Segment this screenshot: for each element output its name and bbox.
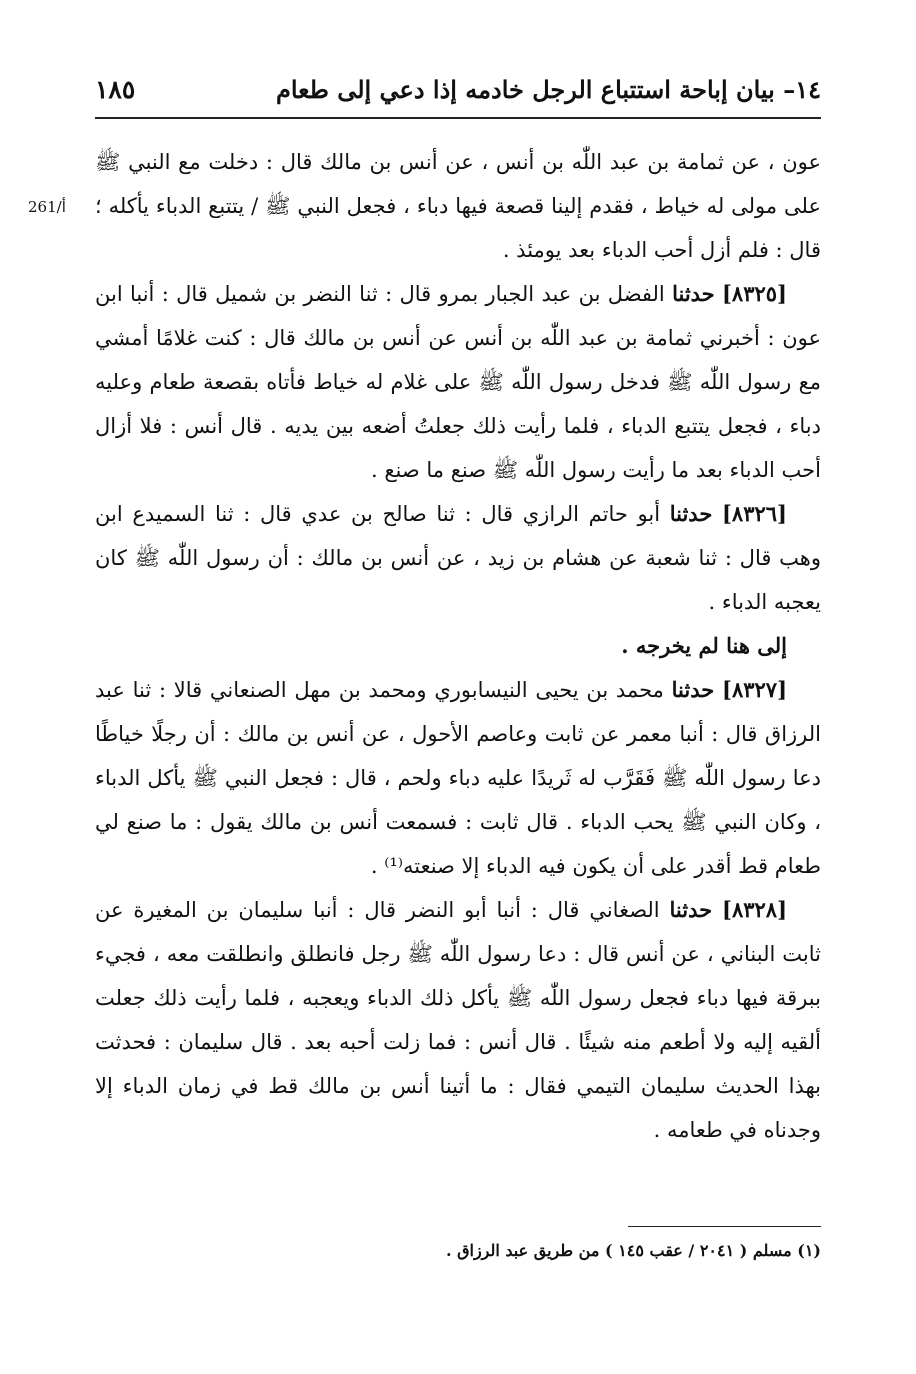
editorial-note xyxy=(95,624,821,668)
hadith-8328 xyxy=(95,888,821,1152)
hadith-text: الفضل بن عبد الجبار بمرو قال : ثنا النضر بن شميل قال : أنبا ابن عون : أخبرني ثمامة بن عبد اللّٰه بن أنس عن أنس بن مالك قال : كنت غلامًا أمشي مع رسول اللّٰه ﷺ فدخل رسول اللّٰه ﷺ على غلام له خياط فأتاه بقصعة طعام وعليه دباء ، فجعل يتتبع الدباء ، فلما رأيت ذلك جعلتُ أضعه بين يديه . قال أنس : فلا أزال أحب الدباء بعد ما رأيت رسول اللّٰه ﷺ صنع ما صنع . xyxy=(95,282,821,482)
hadith-lead: حدثنا xyxy=(669,501,713,526)
hadith-8326 xyxy=(95,492,821,624)
header-rule xyxy=(95,117,821,119)
hadith-number: [٨٣٢٦] xyxy=(721,501,787,526)
hadith-lead: حدثنا xyxy=(671,677,715,702)
hadith-text: الصغاني قال : أنبا أبو النضر قال : أنبا سليمان بن المغيرة عن ثابت البناني ، عن أنس قال : دعا رسول اللّٰه ﷺ رجل فانطلق وانطلقت معه ، فجيء ببرقة فيها دباء فجعل رسول اللّٰه ﷺ يأكل ذلك الدباء ويعجبه ، فلما رأيت ذلك جعلت ألقيه إليه ولا أطعم منه شيئًا . قال أنس : فما زلت أحبه بعد . قال سليمان : فحدثت بهذا الحديث سليمان التيمي فقال : ما أتينا أنس بن مالك قط في زمان الدباء إلا وجدناه في طعامه . xyxy=(95,898,821,1142)
hadith-text: أبو حاتم الرازي قال : ثنا صالح بن عدي قال : ثنا السميدع ابن وهب قال : ثنا شعبة عن هشام بن زيد ، عن أنس بن مالك : أن رسول اللّٰه ﷺ كان يعجبه الدباء . xyxy=(95,502,821,614)
running-head: ١٤– بيان إباحة استتباع الرجل خادمه إذا دعي إلى طعام xyxy=(275,74,821,104)
hadith-number: [٨٣٢٥] xyxy=(721,281,787,306)
hadith-text: محمد بن يحيى النيسابوري ومحمد بن مهل الصنعاني قالا : ثنا عبد الرزاق قال : أنبا معمر عن ثابت وعاصم الأحول ، عن أنس بن مالك : أن رجلًا خياطًا دعا رسول اللّٰه ﷺ فَقَرَّب له ثَريدًا عليه دباء ولحم ، قال : فجعل النبي ﷺ يأكل الدباء ، وكان النبي ﷺ يحب الدباء . قال ثابت : فسمعت أنس بن مالك يقول : ما صنع لي طعام قط أقدر على أن يكون فيه الدباء إلا صنعته⁽¹⁾ . xyxy=(95,678,821,878)
hadith-8327 xyxy=(95,668,821,888)
paragraph-text: عون ، عن ثمامة بن عبد اللّٰه بن أنس ، عن أنس بن مالك قال : دخلت مع النبي ﷺ على مولى له خياط ، فقدم إلينا قصعة فيها دباء ، فجعل النبي ﷺ / يتتبع الدباء يأكله ؛ قال : فلم أزل أحب الدباء بعد يومئذ . xyxy=(95,150,821,262)
hadith-lead: حدثنا xyxy=(669,897,713,922)
page-number: ١٨٥ xyxy=(95,74,136,104)
hadith-number: [٨٣٢٨] xyxy=(722,897,787,922)
hadith-number: [٨٣٢٧] xyxy=(722,677,787,702)
hadith-lead: حدثنا xyxy=(672,281,715,306)
page-body xyxy=(95,140,821,1152)
manuscript-folio-marker: 261/أ xyxy=(28,198,66,216)
footnote-rule xyxy=(628,1226,821,1227)
hadith-8325 xyxy=(95,272,821,492)
editorial-note-text: إلى هنا لم يخرجه . xyxy=(621,633,787,658)
paragraph-continuation xyxy=(95,140,821,272)
footnote: (١) مسلم ( ٢٠٤١ / عقب ١٤٥ ) من طريق عبد الرزاق . xyxy=(445,1241,821,1260)
page-header xyxy=(95,66,821,112)
